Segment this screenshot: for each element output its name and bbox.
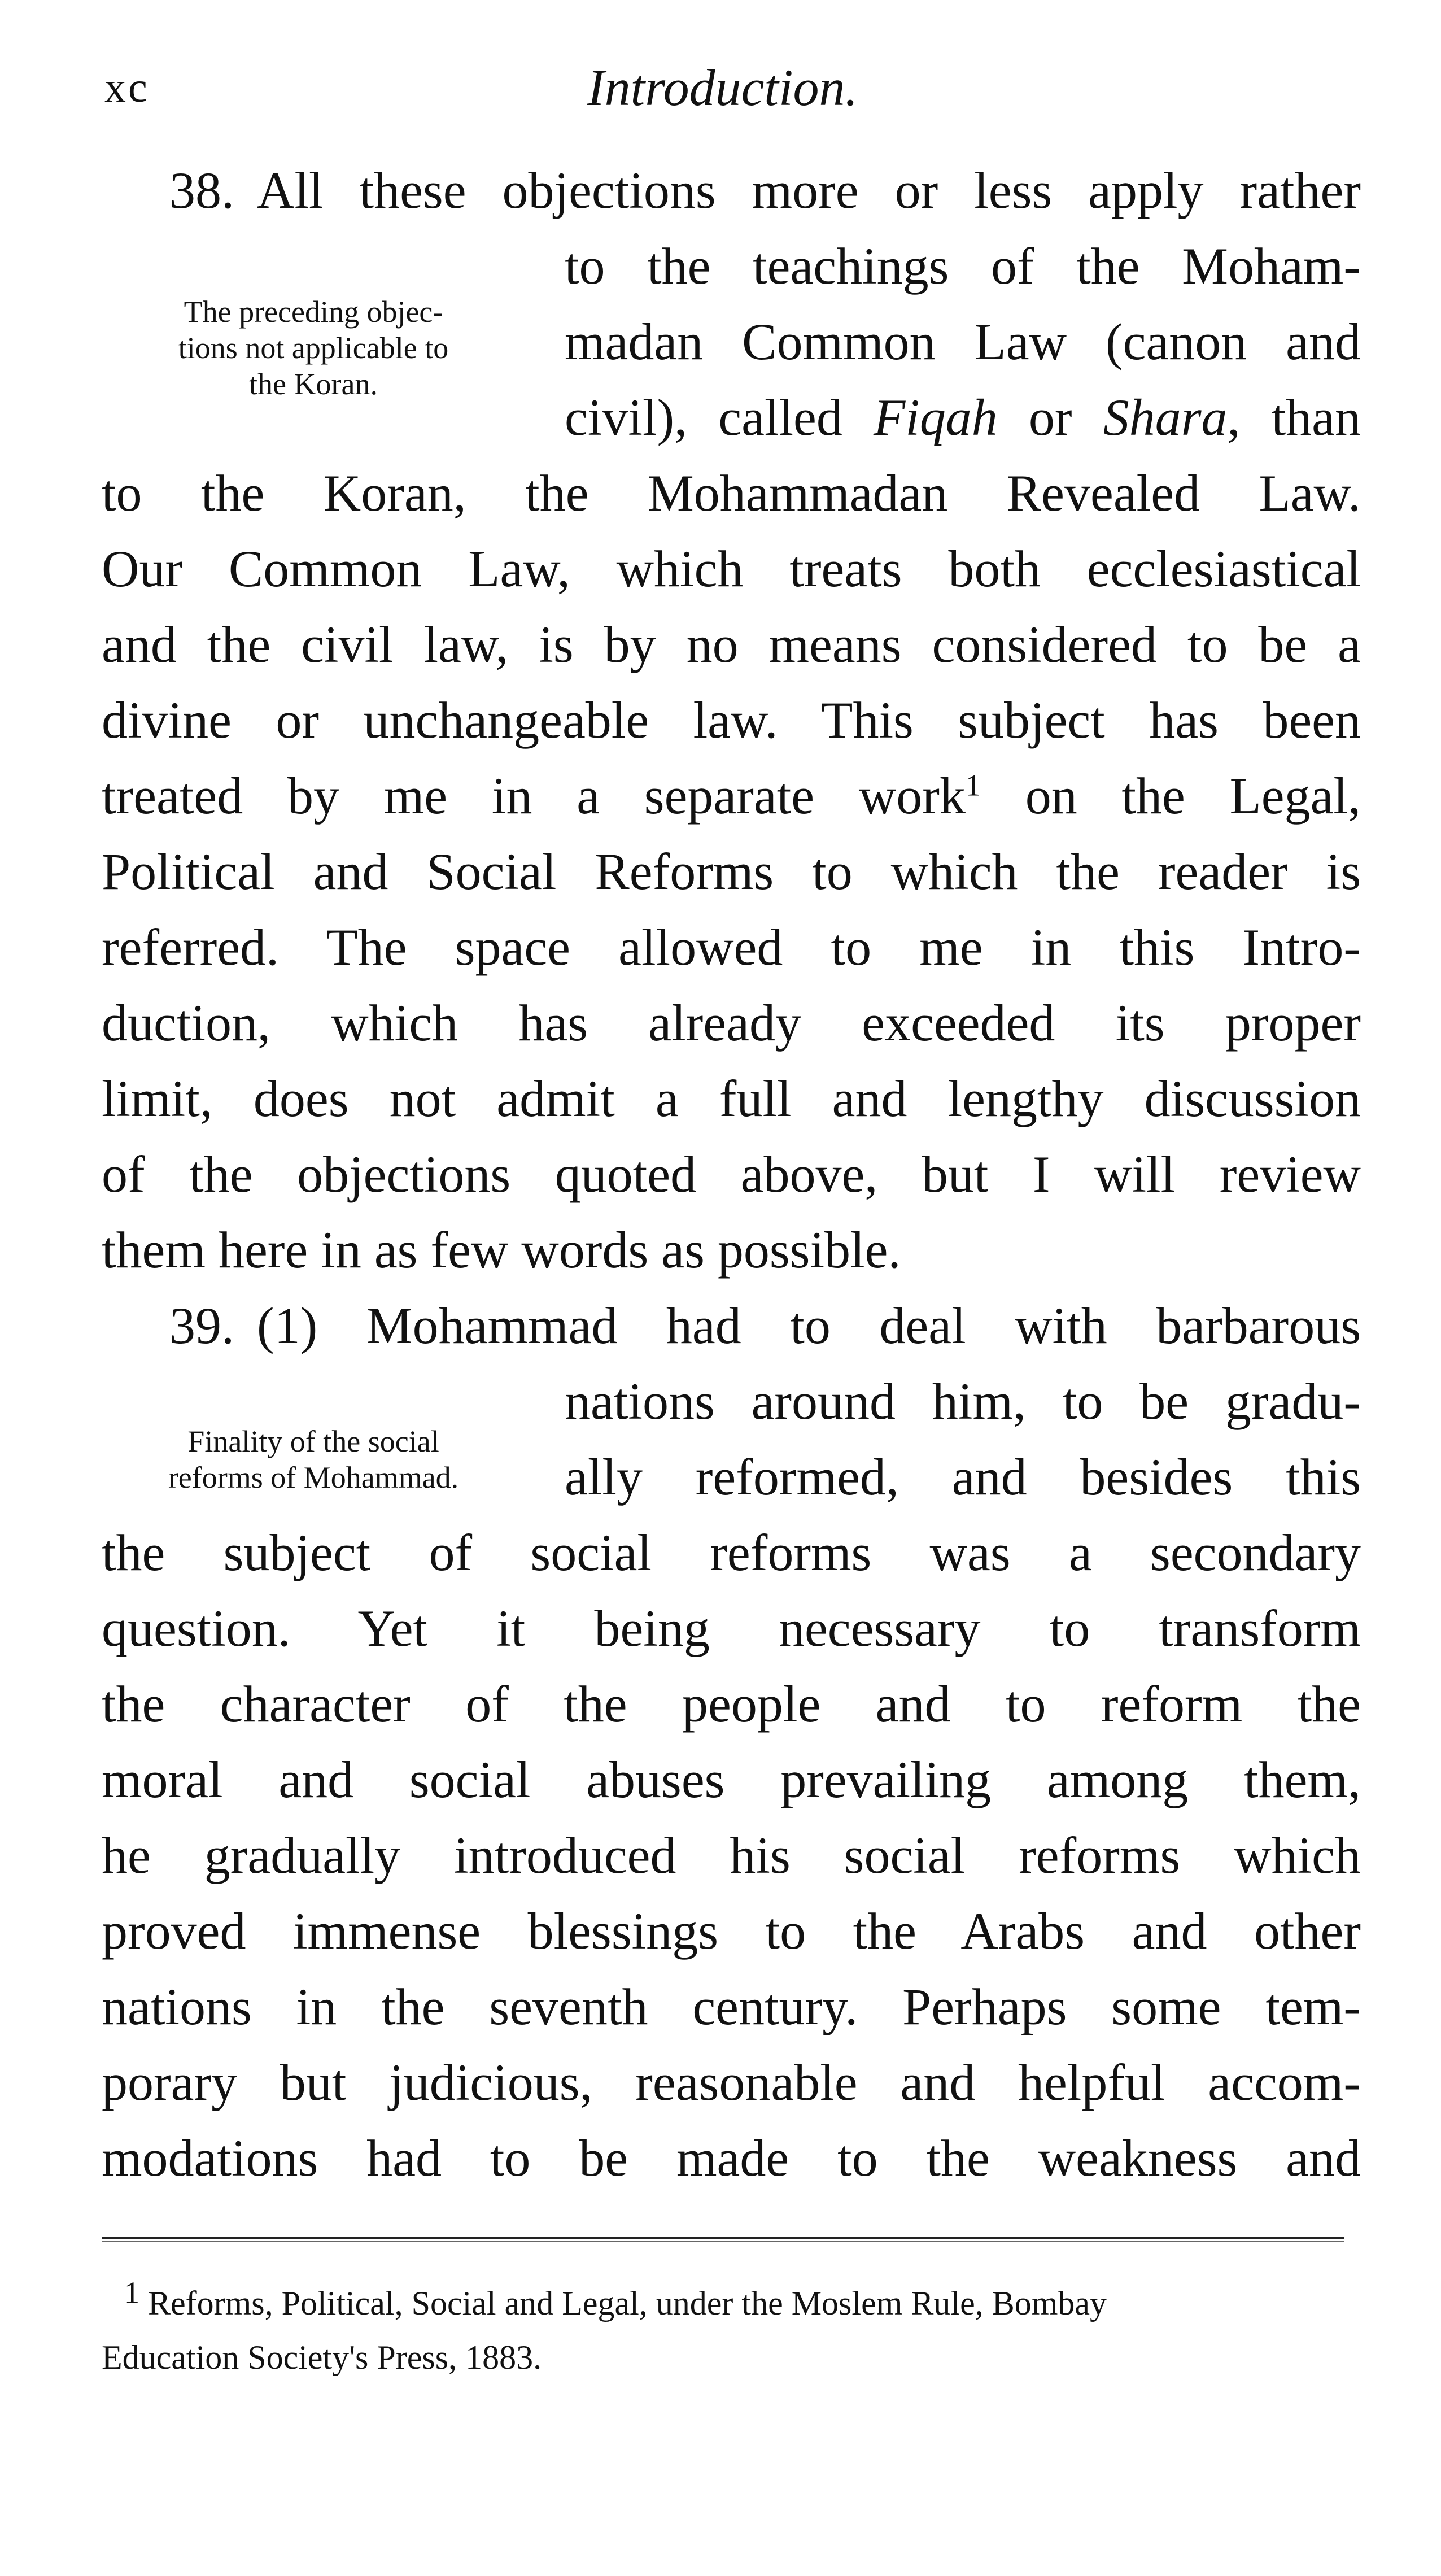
- paragraph-number: 38.: [169, 162, 234, 219]
- page-header: [104, 54, 1347, 121]
- text-line: the subject of social reforms was a secondary: [102, 1524, 1361, 1581]
- text-line: them here in as few words as possible.: [102, 1221, 901, 1279]
- text-line: treated by me in a separate work$^1$ on the Legal,: [102, 767, 1361, 825]
- text-line: of the objections quoted above, but I will review: [102, 1145, 1361, 1203]
- footnote-marker: 1: [965, 768, 981, 803]
- footnote-number: 1: [124, 2276, 139, 2309]
- text-line: the character of the people and to reform the: [102, 1675, 1361, 1733]
- text-line: divine or unchangeable law. This subject has been: [102, 691, 1361, 749]
- footnote-line: Education Society's Press, 1883.: [102, 2339, 542, 2376]
- italic-term: Fiqah: [874, 389, 998, 446]
- text-line: porary but judicious, reasonable and helpful accom-: [102, 2054, 1361, 2111]
- footnote: [102, 2276, 1344, 2385]
- running-title: Introduction.: [587, 59, 858, 116]
- footnote-divider: [102, 2237, 1344, 2239]
- text-line: referred. The space allowed to me in this Intro-: [102, 918, 1361, 976]
- text-line: nations around him, to be gradu-: [565, 1372, 1361, 1430]
- text-line: modations had to be made to the weakness and: [102, 2129, 1361, 2187]
- text-line: limit, does not admit a full and lengthy discussion: [102, 1070, 1361, 1127]
- footnote-divider-thin: [102, 2241, 1344, 2242]
- sidenote-39: Finality of the social reforms of Mohammad.: [168, 1424, 459, 1494]
- text-line: proved immense blessings to the Arabs and other: [102, 1902, 1361, 1960]
- text-line: nations in the seventh century. Perhaps some tem-: [102, 1978, 1361, 2035]
- paragraph-number: 39.: [169, 1297, 234, 1354]
- text-line: moral and social abuses prevailing among them,: [102, 1751, 1361, 1808]
- page-number: xc: [104, 64, 150, 111]
- text-line: to the Koran, the Mohammadan Revealed Law.: [102, 464, 1361, 522]
- text-line: question. Yet it being necessary to transform: [102, 1599, 1361, 1657]
- text-line: to the teachings of the Moham-: [565, 237, 1361, 295]
- text-line: Our Common Law, which treats both ecclesiastical: [102, 540, 1361, 598]
- text-line: and the civil law, is by no means considered to be a: [102, 616, 1361, 673]
- text-line: he gradually introduced his social reforms which: [102, 1827, 1361, 1884]
- sidenote-38: The preceding objec- tions not applicable to the Koran.: [178, 295, 449, 401]
- footnote-line: $^1$ Reforms, Political, Social and Legal, under the Moslem Rule, Bombay: [124, 2276, 1107, 2322]
- text-line: madan Common Law (canon and: [565, 313, 1361, 371]
- text-line: Political and Social Reforms to which the reader is: [102, 843, 1361, 900]
- italic-term: Shara: [1103, 389, 1228, 446]
- text-line: 38. All these objections more or less apply rather: [102, 152, 1361, 228]
- text-line: duction, which has already exceeded its proper: [102, 994, 1361, 1052]
- text-line: 39. (1) Mohammad had to deal with barbarous: [102, 1288, 1361, 1363]
- text-line: ally reformed, and besides this: [565, 1448, 1361, 1506]
- text-line: civil), called Fiqah or Shara, than: [565, 389, 1361, 446]
